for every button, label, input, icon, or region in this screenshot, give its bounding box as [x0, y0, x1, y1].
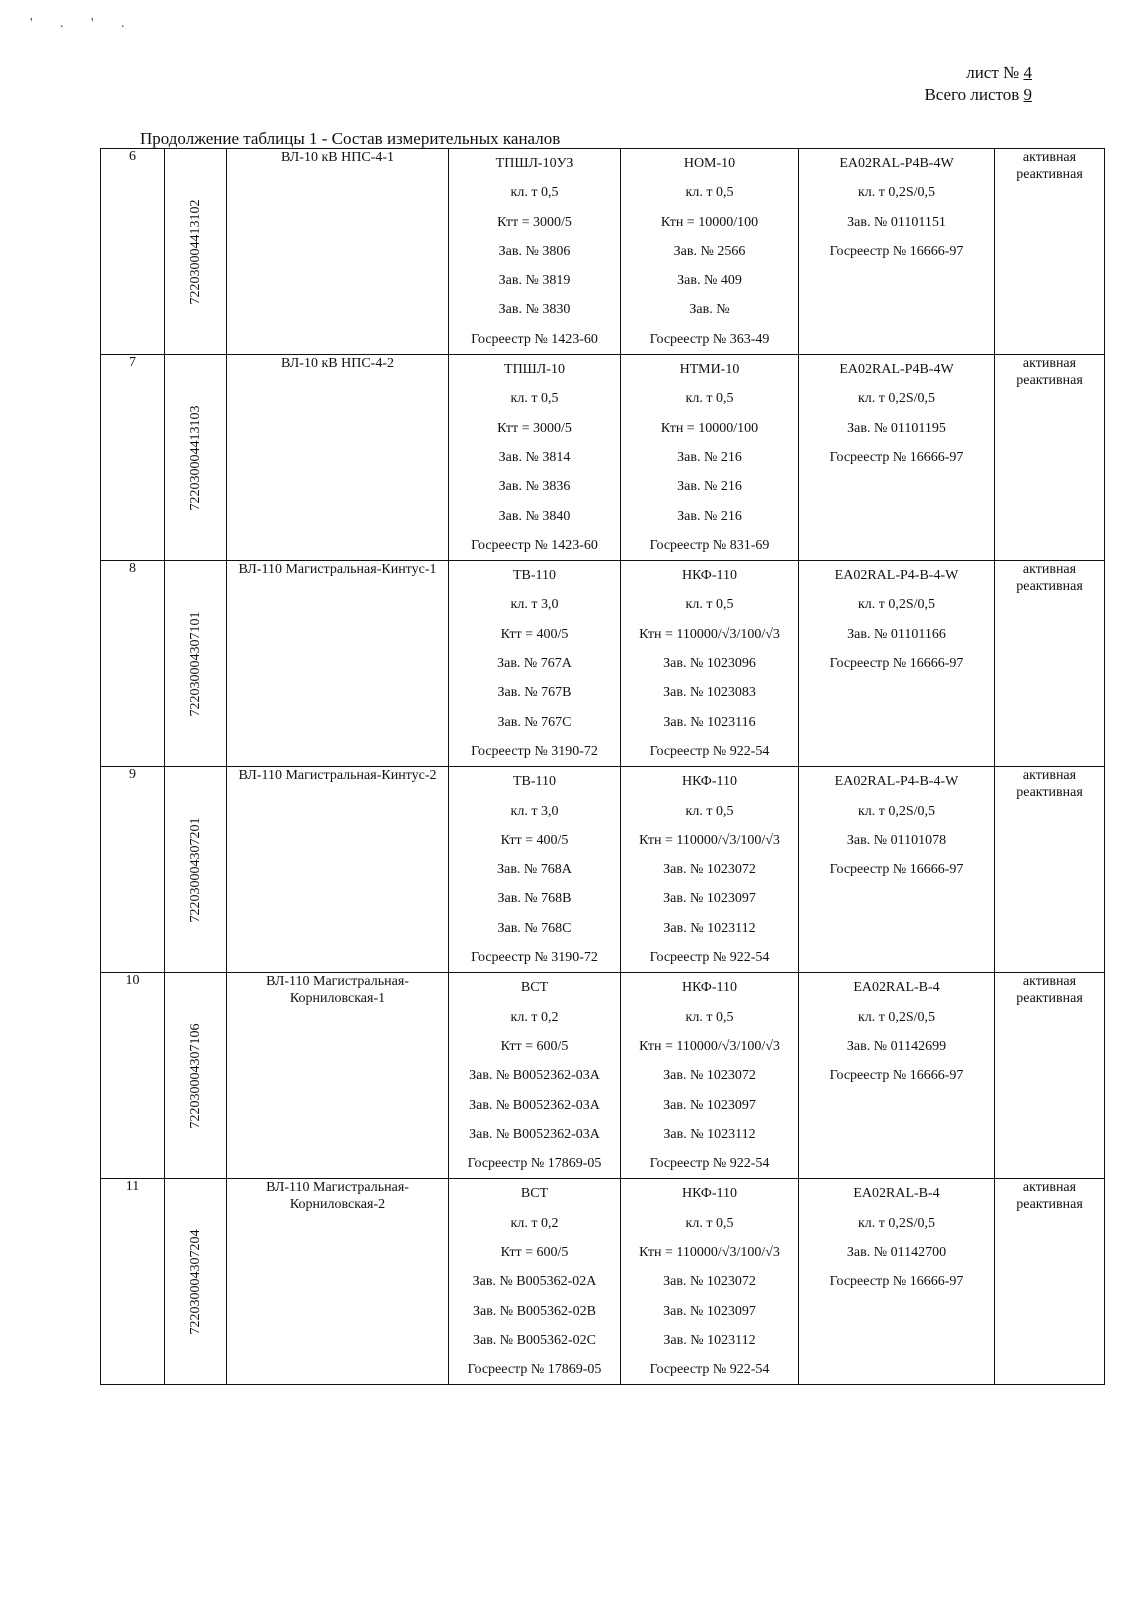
meter-line: кл. т 0,2S/0,5	[857, 1215, 936, 1231]
meter-line: Госреестр № 16666-97	[829, 1068, 964, 1084]
tn-line: Ктн = 110000/√3/100/√3	[639, 1244, 780, 1260]
channel-code: 722030004307201	[187, 817, 203, 923]
tt-line: Госреестр № 3190-72	[471, 950, 598, 966]
tt-line: Зав. № 3836	[498, 479, 571, 495]
meter-line: Госреестр № 16666-97	[829, 243, 964, 259]
voltage-transformer-cell	[621, 561, 799, 767]
tt-line: Зав. № B005362-02C	[472, 1332, 597, 1348]
voltage-transformer-cell	[621, 973, 799, 1179]
tn-line: Госреестр № 922-54	[649, 950, 770, 966]
tt-line: Ктт = 600/5	[500, 1038, 569, 1054]
tt-line: ТВ-110	[512, 774, 557, 790]
tt-line: Зав. № 767В	[497, 685, 572, 701]
row-number: 7	[129, 355, 136, 371]
tt-line: Зав. № 3830	[498, 302, 571, 318]
voltage-transformer-cell	[621, 149, 799, 355]
row-number-cell	[101, 355, 165, 561]
row-number-cell	[101, 767, 165, 973]
table-caption: Продолжение таблицы 1 - Состав измерительных каналов	[140, 129, 561, 148]
meter-cell	[799, 1179, 995, 1385]
tt-line: кл. т 3,0	[510, 597, 559, 613]
meter-cell	[799, 973, 995, 1179]
tn-line: кл. т 0,5	[685, 1009, 734, 1025]
table-row	[101, 561, 1105, 767]
tn-line: Зав. № 1023112	[663, 920, 756, 936]
meter-line: кл. т 0,2S/0,5	[857, 803, 936, 819]
tt-line: Ктт = 400/5	[500, 626, 569, 642]
tt-line: Зав. № 767А	[497, 656, 572, 672]
tn-line: кл. т 0,5	[685, 185, 734, 201]
row-number-cell	[101, 149, 165, 355]
energy-type: активная	[1022, 768, 1077, 784]
tn-line: Зав. № 409	[677, 273, 742, 289]
tt-line: Госреестр № 1423-60	[471, 537, 598, 553]
channel-code: 722030004413103	[187, 405, 203, 511]
tt-line: кл. т 0,5	[510, 391, 559, 407]
tn-line: Зав. № 1023116	[663, 714, 756, 730]
energy-type-cell	[995, 355, 1105, 561]
table-row	[101, 355, 1105, 561]
sheet-label: лист №	[966, 63, 1020, 82]
tt-line: ВСТ	[520, 980, 549, 996]
meter-cell	[799, 149, 995, 355]
row-number: 10	[125, 973, 140, 989]
tn-line: НКФ-110	[681, 1186, 738, 1202]
tt-line: Госреестр № 1423-60	[471, 331, 598, 347]
tt-line: Ктт = 3000/5	[497, 420, 572, 436]
tn-line: Зав. №	[689, 302, 730, 318]
total-sheets-line	[924, 84, 1032, 106]
tt-line: кл. т 0,2	[510, 1009, 559, 1025]
current-transformer-cell	[449, 1179, 621, 1385]
tn-line: Ктн = 110000/√3/100/√3	[639, 626, 780, 642]
table-row	[101, 767, 1105, 973]
meter-line: Зав. № 01142699	[846, 1038, 947, 1054]
tn-line: кл. т 0,5	[685, 803, 734, 819]
energy-type: реактивная	[1016, 991, 1083, 1007]
meter-cell	[799, 355, 995, 561]
tt-line: Зав. № B005362-02B	[472, 1303, 597, 1319]
current-transformer-cell	[449, 355, 621, 561]
meter-line: EA02RAL-P4-B-4-W	[834, 774, 959, 790]
row-number-cell	[101, 561, 165, 767]
table-row	[101, 973, 1105, 1179]
voltage-transformer-cell	[621, 1179, 799, 1385]
meter-line: Зав. № 01101078	[846, 832, 947, 848]
tt-line: Зав. № 768В	[497, 891, 572, 907]
tt-line: ВСТ	[520, 1186, 549, 1202]
channel-code-cell	[165, 355, 227, 561]
current-transformer-cell	[449, 149, 621, 355]
channel-code-cell	[165, 767, 227, 973]
tn-line: Зав. № 1023112	[663, 1332, 756, 1348]
connection-name-cell	[227, 767, 449, 973]
channel-code-cell	[165, 1179, 227, 1385]
tt-line: Госреестр № 17869-05	[467, 1156, 602, 1172]
channel-code: 722030004307204	[187, 1229, 203, 1335]
meter-cell	[799, 561, 995, 767]
tt-line: Зав. № 3840	[498, 508, 571, 524]
energy-type-cell	[995, 973, 1105, 1179]
tt-line: Зав. № 3819	[498, 273, 571, 289]
table-row	[101, 149, 1105, 355]
tt-line: Зав. № 768С	[497, 920, 572, 936]
energy-type: активная	[1022, 562, 1077, 578]
table-row	[101, 1179, 1105, 1385]
tn-line: Зав. № 1023072	[663, 1274, 756, 1290]
tn-line: кл. т 0,5	[685, 597, 734, 613]
energy-type: реактивная	[1016, 785, 1083, 801]
meter-line: EA02RAL-P4B-4W	[839, 156, 954, 171]
tt-line: Зав. № B0052362-03A	[469, 1097, 600, 1113]
channel-code: 722030004307101	[187, 611, 203, 717]
meter-line: Госреестр № 16666-97	[829, 449, 964, 465]
meter-line: EA02RAL-P4-B-4-W	[834, 568, 959, 584]
tn-line: Зав. № 1023072	[663, 862, 756, 878]
connection-name-cell	[227, 355, 449, 561]
tt-line: Зав. № B005362-02A	[472, 1274, 597, 1290]
energy-type-cell	[995, 767, 1105, 973]
tt-line: Ктт = 3000/5	[497, 214, 572, 230]
tn-line: Госреестр № 922-54	[649, 1156, 770, 1172]
scan-marks: ' . ' .	[30, 16, 137, 31]
tn-line: Госреестр № 922-54	[649, 743, 770, 759]
energy-type: реактивная	[1016, 1197, 1083, 1213]
tn-line: НОМ-10	[683, 156, 736, 171]
total-number: 9	[1023, 85, 1032, 104]
energy-type: реактивная	[1016, 167, 1083, 182]
tn-line: кл. т 0,5	[685, 1215, 734, 1231]
meter-line: Зав. № 01101195	[847, 420, 946, 436]
tn-line: Зав. № 1023112	[663, 1126, 756, 1142]
tt-line: ТПШЛ-10УЗ	[495, 156, 574, 171]
meter-line: Зав. № 01142700	[846, 1244, 947, 1260]
voltage-transformer-cell	[621, 767, 799, 973]
voltage-transformer-cell	[621, 355, 799, 561]
sheet-number-line	[924, 62, 1032, 84]
connection-name: ВЛ-110 Магистральная-Кинтус-2	[238, 768, 437, 784]
meter-line: Зав. № 01101166	[847, 626, 946, 642]
tn-line: кл. т 0,5	[685, 391, 734, 407]
meter-line: Госреестр № 16666-97	[829, 862, 964, 878]
energy-type: активная	[1022, 974, 1077, 990]
row-number: 8	[129, 561, 136, 577]
connection-name: ВЛ-110 Магистральная-Кинтус-1	[238, 562, 437, 578]
tn-line: НКФ-110	[681, 568, 738, 584]
tn-line: Зав. № 1023097	[663, 1097, 756, 1113]
tn-line: Зав. № 1023097	[663, 891, 756, 907]
tn-line: Госреестр № 363-49	[649, 331, 770, 347]
connection-name: ВЛ-110 Магистральная-Корниловская-1	[266, 974, 409, 1007]
channels-table	[100, 148, 1105, 1385]
tt-line: Зав. № 3806	[498, 243, 571, 259]
tn-line: Ктн = 10000/100	[660, 420, 759, 436]
tn-line: Зав. № 1023083	[663, 685, 756, 701]
channel-code-cell	[165, 973, 227, 1179]
meter-line: EA02RAL-B-4	[853, 980, 940, 996]
energy-type: активная	[1022, 1180, 1077, 1196]
current-transformer-cell	[449, 561, 621, 767]
tn-line: НКФ-110	[681, 980, 738, 996]
meter-line: Зав. № 01101151	[847, 214, 946, 230]
tn-line: Зав. № 1023096	[663, 656, 756, 672]
row-number-cell	[101, 1179, 165, 1385]
tn-line: Ктн = 110000/√3/100/√3	[639, 832, 780, 848]
tn-line: Зав. № 2566	[673, 243, 746, 259]
channel-code-cell	[165, 149, 227, 355]
current-transformer-cell	[449, 973, 621, 1179]
tn-line: Зав. № 216	[677, 479, 742, 495]
row-number: 11	[125, 1179, 140, 1195]
meter-line: Госреестр № 16666-97	[829, 656, 964, 672]
channel-code: 722030004307106	[187, 1023, 203, 1129]
tn-line: Зав. № 216	[677, 449, 742, 465]
tn-line: НТМИ-10	[679, 362, 740, 378]
row-number: 6	[129, 149, 136, 164]
row-number-cell	[101, 973, 165, 1179]
tn-line: Ктн = 110000/√3/100/√3	[639, 1038, 780, 1054]
energy-type: активная	[1022, 356, 1077, 372]
row-number: 9	[129, 767, 136, 783]
tt-line: Зав. № 3814	[498, 449, 571, 465]
energy-type-cell	[995, 149, 1105, 355]
tn-line: Ктн = 10000/100	[660, 214, 759, 230]
tt-line: Зав. № B0052362-03A	[469, 1068, 600, 1084]
sheet-number: 4	[1023, 63, 1032, 82]
energy-type: активная	[1022, 150, 1077, 165]
tt-line: Ктт = 400/5	[500, 832, 569, 848]
energy-type-cell	[995, 561, 1105, 767]
connection-name: ВЛ-10 кВ НПС-4-1	[281, 150, 394, 165]
tt-line: ТВ-110	[512, 568, 557, 584]
tt-line: Зав. № B0052362-03A	[469, 1126, 600, 1142]
tn-line: Зав. № 1023097	[663, 1303, 756, 1319]
meter-line: кл. т 0,2S/0,5	[857, 597, 936, 613]
channel-code: 722030004413102	[187, 199, 203, 305]
connection-name-cell	[227, 561, 449, 767]
meter-line: EA02RAL-P4B-4W	[839, 362, 954, 378]
tt-line: ТПШЛ-10	[504, 362, 565, 378]
tn-line: Зав. № 216	[677, 508, 742, 524]
meter-line: Госреестр № 16666-97	[829, 1274, 964, 1290]
table-body	[101, 149, 1105, 1385]
tt-line: кл. т 3,0	[510, 803, 559, 819]
meter-line: кл. т 0,2S/0,5	[857, 391, 936, 407]
total-label: Всего листов	[924, 85, 1020, 104]
tn-line: Госреестр № 831-69	[649, 537, 770, 553]
connection-name: ВЛ-110 Магистральная-Корниловская-2	[266, 1180, 409, 1213]
tt-line: кл. т 0,2	[510, 1215, 559, 1231]
meter-cell	[799, 767, 995, 973]
tt-line: Зав. № 768А	[497, 862, 572, 878]
sheet-info	[924, 62, 1032, 106]
connection-name-cell	[227, 1179, 449, 1385]
tt-line: Ктт = 600/5	[500, 1244, 569, 1260]
tn-line: Госреестр № 922-54	[649, 1362, 770, 1378]
connection-name-cell	[227, 149, 449, 355]
tt-line: кл. т 0,5	[510, 185, 559, 201]
tn-line: Зав. № 1023072	[663, 1068, 756, 1084]
energy-type: реактивная	[1016, 373, 1083, 389]
tt-line: Госреестр № 3190-72	[471, 743, 598, 759]
tn-line: НКФ-110	[681, 774, 738, 790]
tt-line: Зав. № 767С	[497, 714, 572, 730]
connection-name-cell	[227, 973, 449, 1179]
meter-line: EA02RAL-B-4	[853, 1186, 940, 1202]
meter-line: кл. т 0,2S/0,5	[857, 1009, 936, 1025]
current-transformer-cell	[449, 767, 621, 973]
energy-type: реактивная	[1016, 579, 1083, 595]
connection-name: ВЛ-10 кВ НПС-4-2	[281, 356, 394, 372]
tt-line: Госреестр № 17869-05	[467, 1362, 602, 1378]
meter-line: кл. т 0,2S/0,5	[857, 185, 936, 201]
energy-type-cell	[995, 1179, 1105, 1385]
channel-code-cell	[165, 561, 227, 767]
